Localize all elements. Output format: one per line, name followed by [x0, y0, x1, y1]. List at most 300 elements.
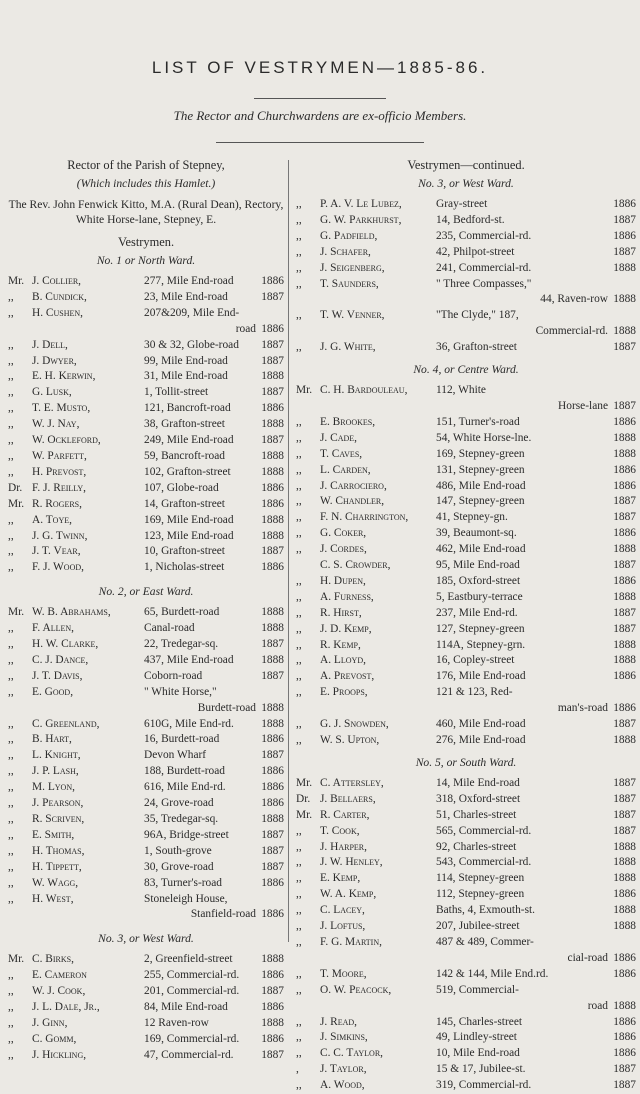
- list-item: [296, 622, 636, 638]
- entry-year: 1887: [613, 776, 636, 789]
- entry-year: 1888: [261, 653, 284, 666]
- entry-title: ,,: [296, 527, 302, 540]
- list-item: [296, 935, 636, 951]
- entry-address: 207, Jubilee-street: [436, 920, 520, 933]
- entry-name: W. Chandler,: [320, 495, 385, 508]
- entry-address: Stoneleigh House,: [144, 892, 228, 905]
- entry-address: 92, Charles-street: [436, 840, 517, 853]
- entry-address: "The Clyde," 187,: [436, 309, 519, 322]
- entry-address: 237, Mile End-rd.: [436, 606, 518, 619]
- list-item: [8, 306, 284, 322]
- entry-year: 1888: [261, 606, 284, 619]
- list-item: [296, 871, 636, 887]
- entry-name: J. P. Lash,: [32, 765, 79, 778]
- continued-heading: Vestrymen—continued.: [407, 158, 525, 172]
- entry-address: 96A, Bridge-street: [144, 828, 229, 841]
- entry-address: 42, Philpot-street: [436, 245, 515, 258]
- entry-address: 107, Globe-road: [144, 481, 219, 494]
- entry-year: [608, 685, 636, 701]
- entry-year: 1886: [613, 967, 636, 980]
- entry-year: 1887: [613, 213, 636, 226]
- entry-name: [320, 324, 436, 340]
- entry-name: A. Furness,: [320, 590, 374, 603]
- entry-name: J. Hickling,: [32, 1048, 87, 1061]
- entry-year: 1888: [613, 856, 636, 869]
- entry-name: C. H. Bardouleau,: [320, 384, 408, 397]
- rector-heading: Rector of the Parish of Stepney,: [67, 158, 225, 172]
- entry-address: 83, Turner's-road: [144, 876, 222, 889]
- entry-year: 1886: [261, 1001, 284, 1014]
- list-item: [296, 447, 636, 463]
- entry-year: 1888: [613, 447, 636, 460]
- entry-title: ,,: [296, 734, 302, 746]
- entry-address: Coborn-road: [144, 669, 203, 682]
- entry-address: 114, Stepney-green: [436, 872, 525, 885]
- entry-title: [296, 399, 320, 415]
- entry-name: W. S. Upton,: [320, 734, 380, 746]
- entry-address: 169, Stepney-green: [436, 447, 525, 460]
- entry-address: 114A, Stepney-grn.: [436, 638, 526, 651]
- entry-address: 169, Commercial-rd.: [144, 1032, 240, 1045]
- entry-title: ,,: [296, 638, 302, 651]
- entry-title: [296, 999, 320, 1015]
- entry-name: J. Collier,: [32, 275, 82, 287]
- list-item: [8, 544, 284, 560]
- entry-year: 1888: [261, 622, 284, 635]
- entry-address: " White Horse,": [144, 685, 217, 698]
- entry-address: 123, Mile End-road: [144, 529, 234, 542]
- entry-title: ,,: [296, 904, 302, 917]
- entry-address: Canal-road: [144, 622, 195, 635]
- entry-address: 14, Mile End-road: [436, 776, 520, 789]
- list-item: [296, 292, 636, 308]
- entry-title: ,,: [296, 574, 302, 587]
- entry-year: 1886: [261, 908, 284, 921]
- list-item: [296, 558, 636, 574]
- entry-address: 437, Mile End-road: [144, 653, 234, 666]
- ward5-list: [296, 776, 636, 1094]
- entry-name: J. D. Kemp,: [320, 622, 372, 635]
- list-item: [296, 542, 636, 558]
- entry-year: 1887: [261, 669, 284, 682]
- entry-name: J. T. Davis,: [32, 669, 83, 682]
- entry-address: 610G, Mile End-rd.: [144, 717, 234, 730]
- list-item: [296, 340, 636, 356]
- entry-name: B. Cundick,: [32, 290, 87, 303]
- list-item: [296, 590, 636, 606]
- entry-title: ,,: [8, 338, 14, 351]
- subtitle-rule: [216, 142, 424, 143]
- rector-name: The Rev. John Fenwick Kitto, M.A. (Rural Dean), Rectory, White Horse-lane, Stepney, E.: [8, 198, 284, 226]
- entry-name: R. Scriven,: [32, 813, 85, 825]
- entry-title: ,,: [296, 983, 302, 996]
- entry-name: F. Allen,: [32, 622, 74, 635]
- entry-title: ,,: [296, 824, 302, 837]
- entry-title: [296, 951, 320, 967]
- entry-title: ,,: [296, 686, 302, 699]
- entry-title: [296, 701, 320, 717]
- entry-name: L. Carden,: [320, 463, 371, 476]
- entry-name: E. Brookes,: [320, 415, 376, 428]
- entry-name: F. N. Charrington,: [320, 511, 409, 524]
- entry-name: M. Lyon,: [32, 781, 75, 794]
- entry-name: E. Kemp,: [320, 872, 361, 885]
- entry-title: ,,: [8, 749, 14, 762]
- entry-year: 1886: [261, 402, 284, 415]
- entry-address: 95, Mile End-road: [436, 559, 520, 572]
- entry-name: T. Saunders,: [320, 277, 379, 290]
- entry-title: [8, 907, 32, 923]
- entry-year: 1888: [613, 543, 636, 556]
- list-item: [296, 606, 636, 622]
- entry-title: ,,: [8, 876, 14, 889]
- entry-name: H. W. Clarke,: [32, 638, 99, 651]
- entry-year: 1887: [613, 495, 636, 508]
- entry-name: [320, 292, 436, 308]
- list-item: [296, 526, 636, 542]
- entry-year: 1886: [261, 322, 284, 335]
- list-item: [8, 685, 284, 701]
- entry-address: 145, Charles-street: [436, 1015, 523, 1028]
- list-item: [8, 354, 284, 370]
- entry-title: ,,: [8, 685, 14, 698]
- list-item: [8, 637, 284, 653]
- entry-name: J. Read,: [320, 1015, 358, 1028]
- list-item: [8, 812, 284, 828]
- entry-address: 121, Bancroft-road: [144, 402, 231, 415]
- entry-year: 1886: [261, 481, 284, 494]
- entry-name: T. E. Musto,: [32, 402, 91, 415]
- entry-address: 543, Commercial-rd.: [436, 856, 532, 869]
- entry-title: ,,: [296, 309, 302, 322]
- list-item: [8, 907, 284, 923]
- list-item: [8, 780, 284, 796]
- list-item: [8, 748, 284, 764]
- entry-title: ,,: [8, 1032, 14, 1045]
- entry-year: 1887: [613, 792, 636, 805]
- entry-name: H. Thomas,: [32, 844, 85, 857]
- entry-year: 1888: [261, 465, 284, 478]
- list-item: [8, 401, 284, 417]
- list-item: [296, 1015, 636, 1031]
- entry-name: J. G. White,: [320, 341, 376, 354]
- entry-year: 1887: [613, 808, 636, 821]
- list-item: [296, 399, 636, 415]
- entry-title: ,,: [8, 669, 14, 682]
- entry-title: [296, 558, 320, 574]
- ward3-heading: No. 3, or West Ward.: [98, 932, 194, 946]
- list-item: [296, 510, 636, 526]
- entry-name: [320, 701, 436, 717]
- list-item: [8, 605, 284, 621]
- list-item: [296, 1062, 636, 1078]
- list-item: [8, 653, 284, 669]
- list-item: [8, 322, 284, 338]
- entry-address: Commercial-rd.: [535, 325, 608, 338]
- entry-name: J. L. Dale, Jr.,: [32, 1001, 100, 1014]
- entry-title: ,,: [296, 543, 302, 556]
- entry-title: ,,: [8, 545, 14, 558]
- entry-address: 487 & 489, Commer-: [436, 935, 534, 948]
- entry-name: G. Padfield,: [320, 229, 378, 242]
- entry-name: C. S. Crowder,: [320, 559, 391, 572]
- entry-address: 38, Grafton-street: [144, 418, 225, 431]
- entry-year: 1886: [613, 463, 636, 476]
- entry-address: 22, Tredegar-sq.: [144, 638, 219, 651]
- entry-title: ,,: [8, 813, 14, 825]
- entry-name: T. Caves,: [320, 447, 363, 460]
- entry-address: Horse-lane: [558, 399, 608, 412]
- left-column: [8, 158, 284, 1064]
- entry-title: ,: [296, 1063, 299, 1076]
- entry-year: 1887: [613, 341, 636, 354]
- entry-name: E. Good,: [32, 685, 74, 698]
- entry-name: [32, 907, 144, 923]
- entry-address: 2, Greenfield-street: [144, 953, 233, 966]
- list-item: [8, 701, 284, 717]
- list-item: [8, 828, 284, 844]
- entry-title: ,,: [8, 402, 14, 415]
- entry-address: 39, Beaumont-sq.: [436, 527, 517, 540]
- entry-name: F. J. Wood,: [32, 561, 84, 574]
- entry-address: road: [235, 322, 256, 335]
- entry-year: 1886: [613, 527, 636, 540]
- entry-year: 1886: [613, 702, 636, 715]
- entry-name: E. Proops,: [320, 686, 368, 699]
- entry-address: 176, Mile End-road: [436, 670, 526, 683]
- entry-name: L. Knight,: [32, 749, 81, 762]
- column-divider: [288, 160, 289, 942]
- entry-year: 1886: [613, 479, 636, 492]
- entry-title: [8, 322, 32, 338]
- entry-name: T. Cook,: [320, 824, 360, 837]
- entry-address: 47, Commercial-rd.: [144, 1048, 234, 1061]
- entry-title: ,,: [296, 590, 302, 603]
- entry-title: ,,: [296, 606, 302, 619]
- entry-year: 1886: [261, 876, 284, 889]
- entry-address: 318, Oxford-street: [436, 792, 521, 805]
- entry-title: Mr.: [8, 275, 25, 287]
- list-item: [8, 732, 284, 748]
- list-item: [8, 481, 284, 497]
- entry-year: 1888: [613, 293, 636, 306]
- entry-name: J. Schafer,: [320, 245, 371, 258]
- list-item: [8, 764, 284, 780]
- entry-address: 31, Mile End-road: [144, 370, 228, 383]
- list-item: [8, 968, 284, 984]
- entry-address: 23, Mile End-road: [144, 290, 228, 303]
- list-item: [296, 903, 636, 919]
- list-item: [296, 229, 636, 245]
- entry-address: 14, Bedford-st.: [436, 213, 505, 226]
- page-title: LIST OF VESTRYMEN—1885-86.: [151, 58, 489, 77]
- entry-name: A. Lloyd,: [320, 654, 366, 667]
- entry-year: [608, 983, 636, 999]
- entry-address: 36, Grafton-street: [436, 341, 517, 354]
- entry-name: J. W. Henley,: [320, 856, 383, 869]
- list-item: [8, 844, 284, 860]
- entry-year: 1887: [261, 290, 284, 303]
- entry-address: 131, Stepney-green: [436, 463, 525, 476]
- entry-name: W. A. Kemp,: [320, 888, 377, 901]
- entry-name: [32, 322, 144, 338]
- entry-year: 1888: [613, 840, 636, 853]
- list-item: [296, 733, 636, 749]
- entry-name: R. Carter,: [320, 808, 370, 821]
- entry-address: 54, White Horse-lne.: [436, 431, 532, 444]
- entry-year: 1887: [613, 824, 636, 837]
- title-rule: [254, 98, 386, 99]
- entry-address: Stanfield-road: [190, 908, 256, 921]
- entry-address: 65, Burdett-road: [144, 606, 220, 619]
- entry-year: 1888: [261, 513, 284, 526]
- entry-year: [608, 308, 636, 324]
- list-item: [296, 277, 636, 293]
- entry-name: W. J. Cook,: [32, 985, 86, 998]
- entry-address: 24, Grove-road: [144, 797, 214, 810]
- entry-name: R. Rogers,: [32, 497, 82, 510]
- ward2-list: [8, 605, 284, 923]
- entry-title: ,,: [8, 653, 14, 666]
- entry-name: J. Cade,: [320, 431, 358, 444]
- entry-year: 1886: [261, 1032, 284, 1045]
- entry-title: ,,: [8, 306, 14, 319]
- list-item: [8, 796, 284, 812]
- ward1-list: [8, 274, 284, 576]
- entry-address: 49, Lindley-street: [436, 1031, 517, 1044]
- list-item: [296, 479, 636, 495]
- entry-year: 1888: [261, 418, 284, 431]
- entry-name: C. Attersley,: [320, 776, 384, 789]
- entry-title: ,,: [296, 718, 302, 731]
- entry-name: T. W. Venner,: [320, 309, 385, 322]
- ward1-heading: No. 1 or North Ward.: [96, 254, 196, 267]
- list-item: [296, 685, 636, 701]
- entry-year: 1888: [261, 449, 284, 462]
- entry-address: Gray-street: [436, 198, 488, 210]
- entry-name: H. Dupen,: [320, 574, 366, 587]
- entry-address: 15 & 17, Jubilee-st.: [436, 1063, 526, 1076]
- list-item: [8, 717, 284, 733]
- ward3-list: [8, 952, 284, 1063]
- entry-title: ,,: [296, 229, 302, 242]
- entry-year: 1888: [261, 1016, 284, 1029]
- entry-name: J. Dell,: [32, 338, 68, 351]
- entry-name: C. J. Dance,: [32, 653, 89, 666]
- entry-title: ,,: [8, 844, 14, 857]
- entry-title: ,,: [296, 654, 302, 667]
- list-item: [8, 876, 284, 892]
- entry-name: [32, 701, 144, 717]
- list-item: [8, 892, 284, 908]
- entry-title: ,,: [296, 261, 302, 274]
- list-item: [296, 887, 636, 903]
- entry-address: 201, Commercial-rd.: [144, 985, 240, 998]
- entry-year: [256, 892, 284, 908]
- entry-year: 1886: [613, 198, 636, 210]
- entry-title: Mr.: [296, 384, 313, 397]
- entry-address: Devon Wharf: [144, 749, 207, 762]
- entry-title: ,,: [296, 479, 302, 492]
- entry-title: ,,: [296, 198, 302, 210]
- list-item: [296, 494, 636, 510]
- list-item: [296, 967, 636, 983]
- entry-name: J. Cordes,: [320, 543, 367, 556]
- entry-address: 616, Mile End-rd.: [144, 781, 226, 794]
- entry-address: 121 & 123, Red-: [436, 686, 513, 699]
- entry-address: 51, Charles-street: [436, 808, 517, 821]
- entry-name: J. Simkins,: [320, 1031, 368, 1044]
- entry-title: ,,: [8, 985, 14, 998]
- entry-name: E. H. Kerwin,: [32, 370, 96, 383]
- entry-title: Mr.: [296, 808, 313, 821]
- list-item: [296, 383, 636, 399]
- entry-title: ,,: [296, 277, 302, 290]
- list-item: [8, 1048, 284, 1064]
- entry-name: J. T. Vear,: [32, 545, 81, 558]
- entry-address: 12 Raven-row: [144, 1016, 209, 1029]
- entry-address: 565, Commercial-rd.: [436, 824, 532, 837]
- entry-year: 1888: [613, 734, 636, 746]
- entry-year: 1887: [613, 1079, 636, 1092]
- entry-title: ,,: [8, 892, 14, 905]
- entry-address: 59, Bancroft-road: [144, 449, 225, 462]
- list-item: [296, 669, 636, 685]
- entry-title: ,,: [8, 622, 14, 635]
- entry-address: 462, Mile End-road: [436, 543, 526, 556]
- entry-title: ,,: [8, 354, 14, 367]
- entry-year: 1886: [261, 969, 284, 982]
- list-item: [296, 261, 636, 277]
- entry-name: J. Ginn,: [32, 1016, 68, 1029]
- list-item: [296, 574, 636, 590]
- entry-name: G. Lusk,: [32, 386, 72, 399]
- entry-address: 112, White: [436, 384, 486, 397]
- entry-title: ,,: [296, 245, 302, 258]
- list-item: [296, 983, 636, 999]
- list-item: [296, 999, 636, 1015]
- entry-year: 1887: [613, 559, 636, 572]
- list-item: [296, 463, 636, 479]
- right-ward3-list: [296, 197, 636, 356]
- list-item: [8, 984, 284, 1000]
- entry-year: 1887: [613, 511, 636, 524]
- entry-year: 1886: [613, 1015, 636, 1028]
- entry-name: J. Harper,: [320, 840, 367, 853]
- list-item: [296, 1046, 636, 1062]
- list-item: [296, 653, 636, 669]
- entry-year: 1886: [613, 1047, 636, 1060]
- entry-name: C. Lacey,: [320, 904, 365, 917]
- entry-title: ,,: [8, 465, 14, 478]
- entry-title: ,,: [8, 418, 14, 431]
- entry-year: [608, 383, 636, 399]
- list-item: [296, 808, 636, 824]
- entry-title: [296, 324, 320, 340]
- entry-title: ,,: [8, 386, 14, 399]
- entry-name: J. Loftus,: [320, 920, 366, 933]
- entry-address: 44, Raven-row: [540, 293, 608, 306]
- list-item: [296, 855, 636, 871]
- list-item: [296, 776, 636, 792]
- entry-title: ,,: [8, 561, 14, 574]
- ward5-heading: No. 5, or South Ward.: [415, 755, 517, 769]
- entry-address: 1, South-grove: [144, 844, 212, 857]
- entry-year: 1887: [261, 828, 284, 841]
- entry-title: ,,: [8, 449, 14, 462]
- entry-year: 1888: [261, 813, 284, 825]
- list-item: [296, 717, 636, 733]
